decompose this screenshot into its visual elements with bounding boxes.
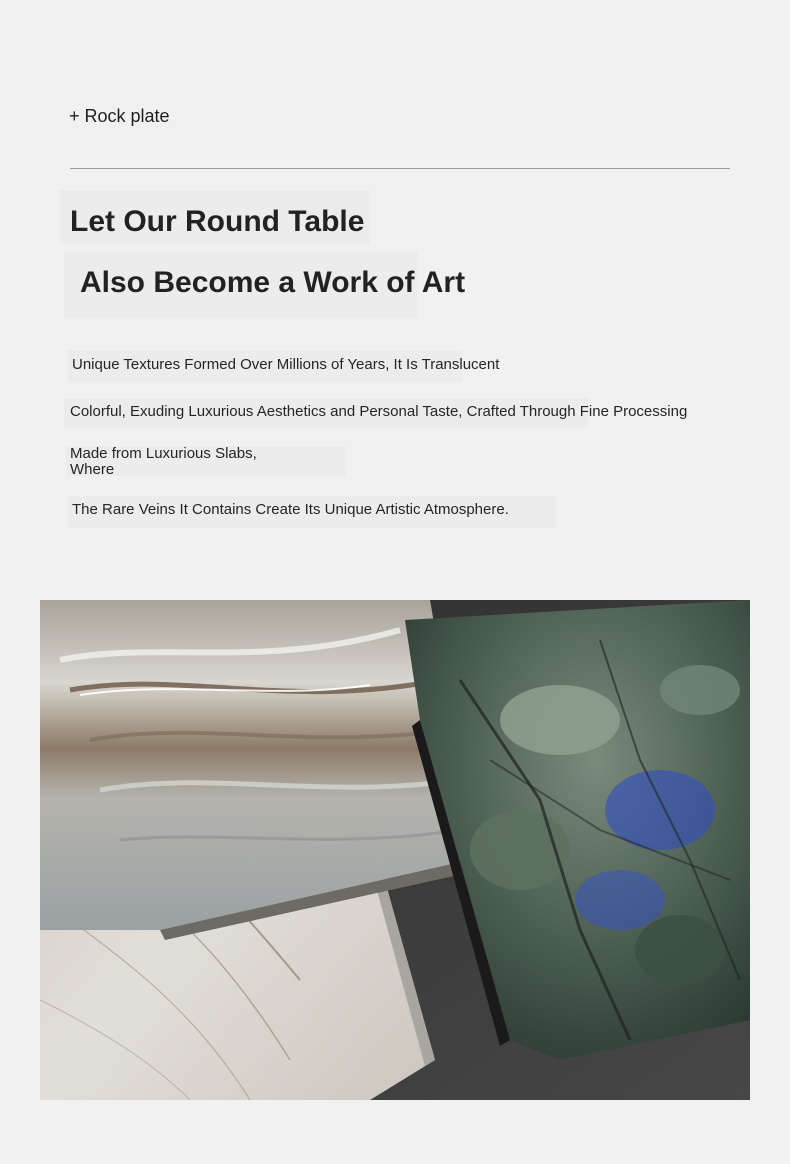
description-line: Where — [70, 461, 115, 478]
description-line: Made from Luxurious Slabs, — [70, 445, 257, 462]
stone-slabs-image — [40, 600, 750, 1100]
description-line: Unique Textures Formed Over Millions of Years, It Is Translucent — [72, 356, 500, 373]
divider — [70, 168, 730, 169]
headline-line-1: Let Our Round Table — [70, 205, 365, 238]
section-tag: + Rock plate — [69, 106, 170, 126]
headline-line-2: Also Become a Work of Art — [80, 266, 466, 299]
description-line: The Rare Veins It Contains Create Its Unique Artistic Atmosphere. — [72, 501, 509, 518]
description-line: Colorful, Exuding Luxurious Aesthetics and Personal Taste, Crafted Through Fine Processing — [70, 403, 688, 420]
